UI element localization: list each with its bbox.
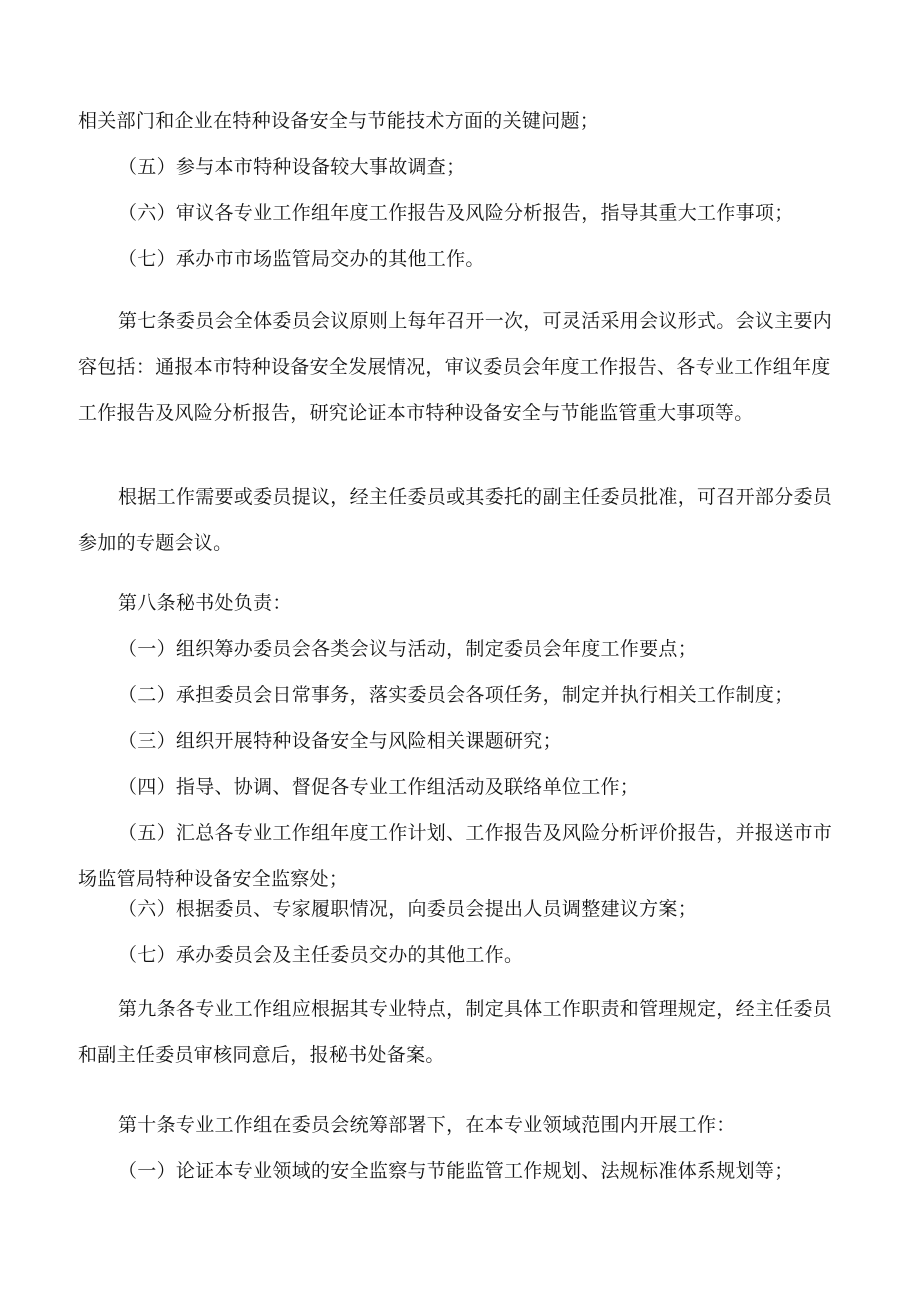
article-9-paragraph: 第九条各专业工作组应根据其专业特点，制定具体工作职责和管理规定，经主任委员和副主任委员审核同意后，报秘书处备案。 <box>78 998 833 1066</box>
article-10-heading: 第十条专业工作组在委员会统筹部署下，在本专业领域范围内开展工作： <box>118 1114 736 1136</box>
article-8-item-4: （四）指导、协调、督促各专业工作组活动及联络单位工作； <box>118 776 640 798</box>
article-8-item-1: （一）组织筹办委员会各类会议与活动，制定委员会年度工作要点； <box>118 638 698 660</box>
article-6-item-7: （七）承办市市场监管局交办的其他工作。 <box>118 248 485 270</box>
article-8-heading: 第八条秘书处负责： <box>118 592 292 614</box>
article-6-item-5: （五）参与本市特种设备较大事故调查； <box>118 156 466 178</box>
article-8-item-7: （七）承办委员会及主任委员交办的其他工作。 <box>118 944 524 966</box>
article-7-paragraph-2: 根据工作需要或委员提议，经主任委员或其委托的副主任委员批准，可召开部分委员参加的专题会议。 <box>78 486 833 554</box>
article-8-item-3: （三）组织开展特种设备安全与风险相关课题研究； <box>118 730 562 752</box>
article-6-item-6: （六）审议各专业工作组年度工作报告及风险分析报告，指导其重大工作事项； <box>118 202 794 224</box>
article-10-item-1: （一）论证本专业领域的安全监察与节能监管工作规划、法规标准体系规划等； <box>118 1160 794 1182</box>
article-8-item-6: （六）根据委员、专家履职情况，向委员会提出人员调整建议方案； <box>118 898 698 920</box>
article-8-item-5: （五）汇总各专业工作组年度工作计划、工作报告及风险分析评价报告，并报送市市场监管局特种设备安全监察处； <box>78 822 833 890</box>
article-8-item-2: （二）承担委员会日常事务，落实委员会各项任务，制定并执行相关工作制度； <box>118 684 794 706</box>
article-7-paragraph-1: 第七条委员会全体委员会议原则上每年召开一次，可灵活采用会议形式。会议主要内容包括：通报本市特种设备安全发展情况，审议委员会年度工作报告、各专业工作组年度工作报告及风险分析报告，研究论证本市特种设备安全与节能监管重大事项等。 <box>78 310 833 424</box>
paragraph-continuation: 相关部门和企业在特种设备安全与节能技术方面的关键问题； <box>78 110 600 132</box>
